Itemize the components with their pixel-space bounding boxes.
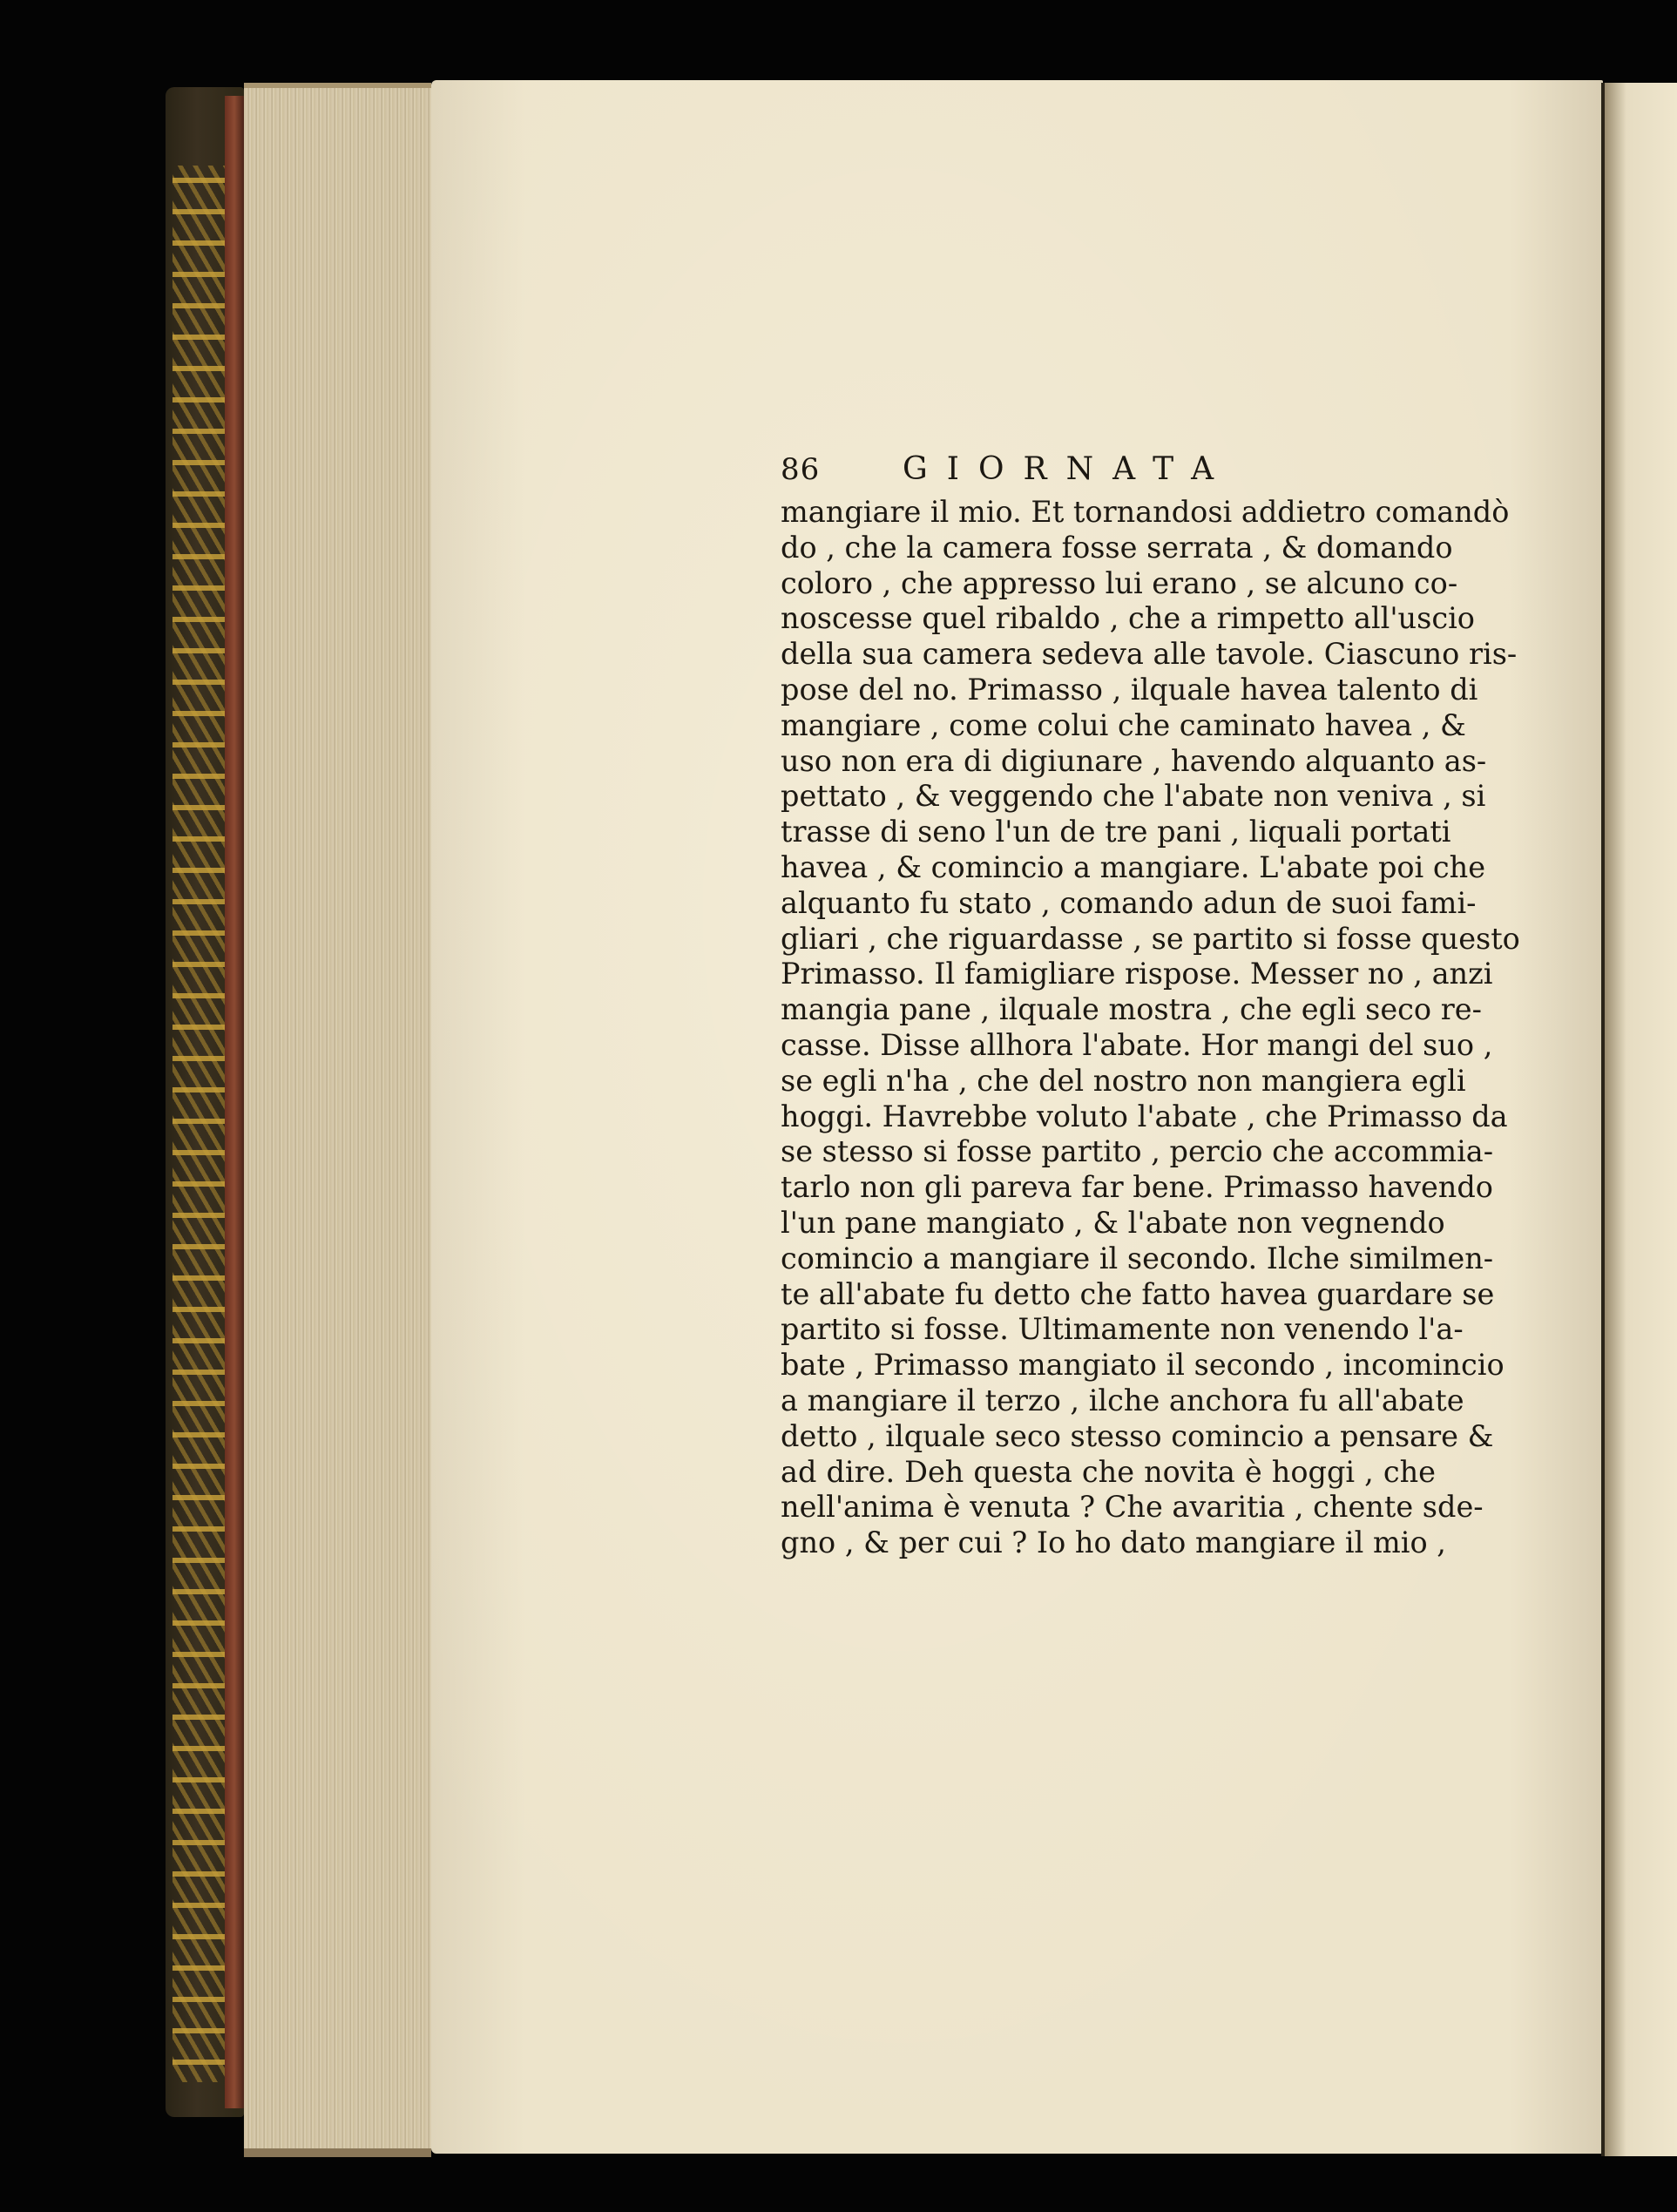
text-line: a mangiare il terzo , ilche anchora fu all'abate <box>781 1383 1464 1417</box>
running-head-title: GIORNATA <box>903 451 1234 487</box>
text-line: pettato , & veggendo che l'abate non veniva , si <box>781 779 1486 814</box>
text-line: hoggi. Havrebbe voluto l'abate , che Primasso da <box>781 1099 1508 1133</box>
text-line: te all'abate fu detto che fatto havea guardare se <box>781 1276 1495 1311</box>
page-number: 86 <box>781 452 821 487</box>
body-text <box>781 495 1520 1561</box>
text-line: do , che la camera fosse serrata , & domando <box>781 530 1453 565</box>
text-line: partito si fosse. Ultimamente non venendo l'a- <box>781 1312 1464 1347</box>
text-line: coloro , che appresso lui erano , se alcuno co- <box>781 565 1458 600</box>
text-line: della sua camera sedeva alle tavole. Ciascuno ris- <box>781 637 1518 672</box>
facing-page <box>1605 83 1677 2156</box>
text-line: pose del no. Primasso , ilquale havea talento di <box>781 672 1478 707</box>
text-line: bate , Primasso mangiato il secondo , incomincio <box>781 1348 1505 1383</box>
text-line: se stesso si fosse partito , percio che accommia- <box>781 1134 1494 1169</box>
text-line: detto , ilquale seco stesso comincio a pensare & <box>781 1418 1494 1453</box>
text-line: se egli n'ha , che del nostro non mangiera egli <box>781 1063 1466 1098</box>
text-line: uso non era di digiunare , havendo alquanto as- <box>781 743 1487 778</box>
text-line: l'un pane mangiato , & l'abate non vegnendo <box>781 1205 1445 1240</box>
text-line: Primasso. Il famigliare rispose. Messer no , anzi <box>781 957 1493 991</box>
text-line: gliari , che riguardasse , se partito si fosse questo <box>781 921 1520 956</box>
text-line: havea , & comincio a mangiare. L'abate poi che <box>781 849 1486 884</box>
text-line: mangiare , come colui che caminato havea , & <box>781 707 1466 742</box>
text-line: mangiare il mio. Et tornandosi addietro comandò <box>781 495 1510 529</box>
text-line: comincio a mangiare il secondo. Ilche similmen- <box>781 1241 1494 1275</box>
text-line: alquanto fu stato , comando adun de suoi fami- <box>781 885 1477 920</box>
page-edges <box>244 83 431 2157</box>
running-head <box>781 451 1436 495</box>
text-line: nell'anima è venuta ? Che avaritia , chente sde- <box>781 1490 1484 1525</box>
text-block <box>781 451 1520 1561</box>
text-line: mangia pane , ilquale mostra , che egli seco re- <box>781 992 1482 1027</box>
text-line: tarlo non gli pareva far bene. Primasso havendo <box>781 1170 1493 1205</box>
text-line: trasse di seno l'un de tre pani , liquali portati <box>781 815 1451 849</box>
text-line: gno , & per cui ? Io ho dato mangiare il mio , <box>781 1525 1446 1560</box>
text-line: ad dire. Deh questa che novita è hoggi , che <box>781 1454 1436 1489</box>
text-line: noscesse quel ribaldo , che a rimpetto all'uscio <box>781 601 1475 636</box>
text-line: casse. Disse allhora l'abate. Hor mangi del suo , <box>781 1027 1493 1062</box>
spine-edge <box>225 96 244 2108</box>
